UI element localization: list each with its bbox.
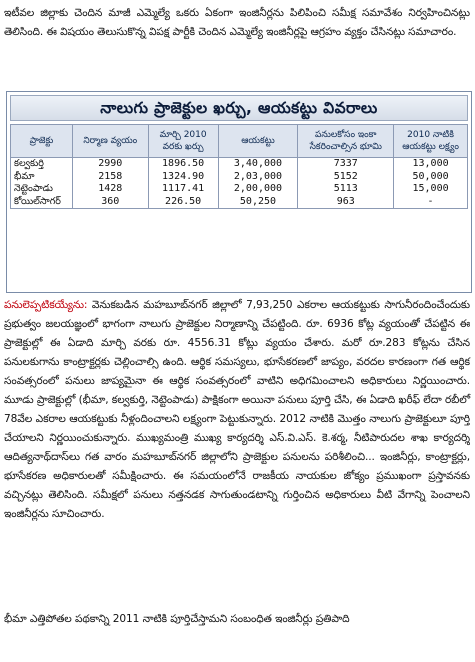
target-cell: 50,000 (394, 171, 468, 184)
table-title: నాలుగు ప్రాజెక్టుల ఖర్చు, ఆయకట్టు వివరాలు (10, 95, 468, 121)
ayacut-cell: 2,00,000 (218, 183, 298, 196)
spent-cell: 226.50 (148, 196, 218, 209)
project-name: కోయిల్‌సాగర్ (11, 196, 73, 209)
land-cell: 963 (298, 196, 394, 209)
cost-cell: 2158 (72, 171, 148, 184)
header-ayacut: ఆయకట్టు (218, 125, 298, 158)
target-cell: - (394, 196, 468, 209)
main-paragraph (4, 296, 470, 524)
table-header-row (11, 125, 468, 158)
ayacut-cell: 50,250 (218, 196, 298, 209)
header-land: పనులకోసం ఇంకా సేకరించాల్సిన భూమి (298, 125, 394, 158)
header-target: 2010 నాటికి ఆయకట్టు లక్ష్యం (394, 125, 468, 158)
land-cell: 7337 (298, 158, 394, 171)
ayacut-cell: 2,03,000 (218, 171, 298, 184)
spent-cell: 1896.50 (148, 158, 218, 171)
project-name: భీమా (11, 171, 73, 184)
main-paragraph-body: వెనుకబడిన మహబూబ్‌నగర్ జిల్లాలో 7,93,250 ఎకరాల ఆయకట్టుకు సాగునీరందించేందుకు ప్రభుత్వం జలయజ్ఞంలో భాగంగా నాలుగు ప్రాజెక్టుల నిర్మాణాన్ని చేపట్టింది. రూ. 6936 కోట్ల వ్యయంతో చేపట్టిన ఈ ప్రాజెక్టుల్లో ఈ ఏడాది మార్చి వరకు రూ. 4556.31 కోట్లు వ్యయం చేశారు. మరో రూ.283 కోట్లను చేసిన పనులకుగాను కాంట్రాక్టర్లకు చెల్లించాల్సి ఉంది. ఆర్థిక సమస్యలు, భూసేకరణలో జాప్యం, వరదల కారణంగా గత ఆర్థిక సంవత్సరంలో పనులు జాప్యమైనా ఈ ఆర్థిక సంవత్సరంలో వాటిని అధిగమించాలని అధికారులు నిర్ణయించారు. మూడు ప్రాజెక్టుల్లో (భీమా, కల్వకుర్తి, నెట్టెంపాడు) పాక్షికంగా అయినా పనులు పూర్తి చేసి, ఈ ఏడాది ఖరీఫ్ లేదా రబీలో 78వేల ఎకరాల ఆయకట్టుకు నీళ్లందించాలని లక్ష్యంగా పెట్టుకున్నారు. 2012 నాటికి మొత్తం నాలుగు ప్రాజెక్టులూ పూర్తి చేయాలని నిర్ణయించుకున్నారు. ముఖ్యమంత్రి ముఖ్య కార్యదర్శి ఎస్.వి.ఎస్. కె.శర్మ, నీటిపారుదల శాఖ కార్యదర్శి ఆదిత్యనాథ్‌దాస్‌లు గత వారం మహబూబ్‌నగర్ జిల్లాలోని ప్రాజెక్టుల పనులను పరిశీలించి... ఇంజినీర్లు, కాంట్రాక్టర్లు, భూసేకరణ అధికారులతో సమీక్షించారు. ఈ సమయంలోనే రాజకీయ నాయకుల జోక్యం ప్రముఖంగా ప్రస్తావనకు వచ్చినట్లు తెలిసింది. సమీక్షలో పనులు నత్తనడక సాగుతుండటాన్ని గుర్తించిన అధికారులు వీటి వేగాన్ని పెంచాలని ఇంజినీర్లను సూచించారు. (4, 299, 470, 520)
target-cell: 15,000 (394, 183, 468, 196)
projects-table-panel (6, 91, 472, 293)
project-name: నెట్టెంపాడు (11, 183, 73, 196)
land-cell: 5113 (298, 183, 394, 196)
table-row (11, 158, 468, 171)
header-cost: నిర్మాణ వ్యయం (72, 125, 148, 158)
section-lead-heading: పనులెప్పటికయ్యేను: (4, 299, 88, 311)
target-cell: 13,000 (394, 158, 468, 171)
projects-table (10, 124, 468, 209)
ayacut-cell: 3,40,000 (218, 158, 298, 171)
spent-cell: 1117.41 (148, 183, 218, 196)
spent-cell: 1324.90 (148, 171, 218, 184)
cost-cell: 360 (72, 196, 148, 209)
table-row (11, 171, 468, 184)
cost-cell: 1428 (72, 183, 148, 196)
header-project: ప్రాజెక్టు (11, 125, 73, 158)
land-cell: 5152 (298, 171, 394, 184)
header-spent: మార్చి 2010 వరకు ఖర్చు (148, 125, 218, 158)
intro-paragraph: ఇటీవల జిల్లాకు చెందిన మాజీ ఎమ్మెల్యే ఒకరు ఏకంగా ఇంజినీర్లను పిలిపించి సమీక్ష సమావేశం నిర్వహించినట్లు తెలిసింది. ఈ విషయం తెలుసుకొన్న విపక్ష పార్టీకి చెందిన ఎమ్మెల్యే ఇంజినీర్లపై ఆగ్రహం వ్యక్తం చేసినట్లు సమాచారం. (4, 7, 470, 38)
project-name: కల్వకుర్తి (11, 158, 73, 171)
table-row (11, 196, 468, 209)
table-row (11, 183, 468, 196)
closing-paragraph: భీమా ఎత్తిపోతల పథకాన్ని 2011 నాటికి పూర్తిచేస్తామని సంబంధిత ఇంజినీర్లు ప్రతిపాది (4, 613, 350, 625)
cost-cell: 2990 (72, 158, 148, 171)
